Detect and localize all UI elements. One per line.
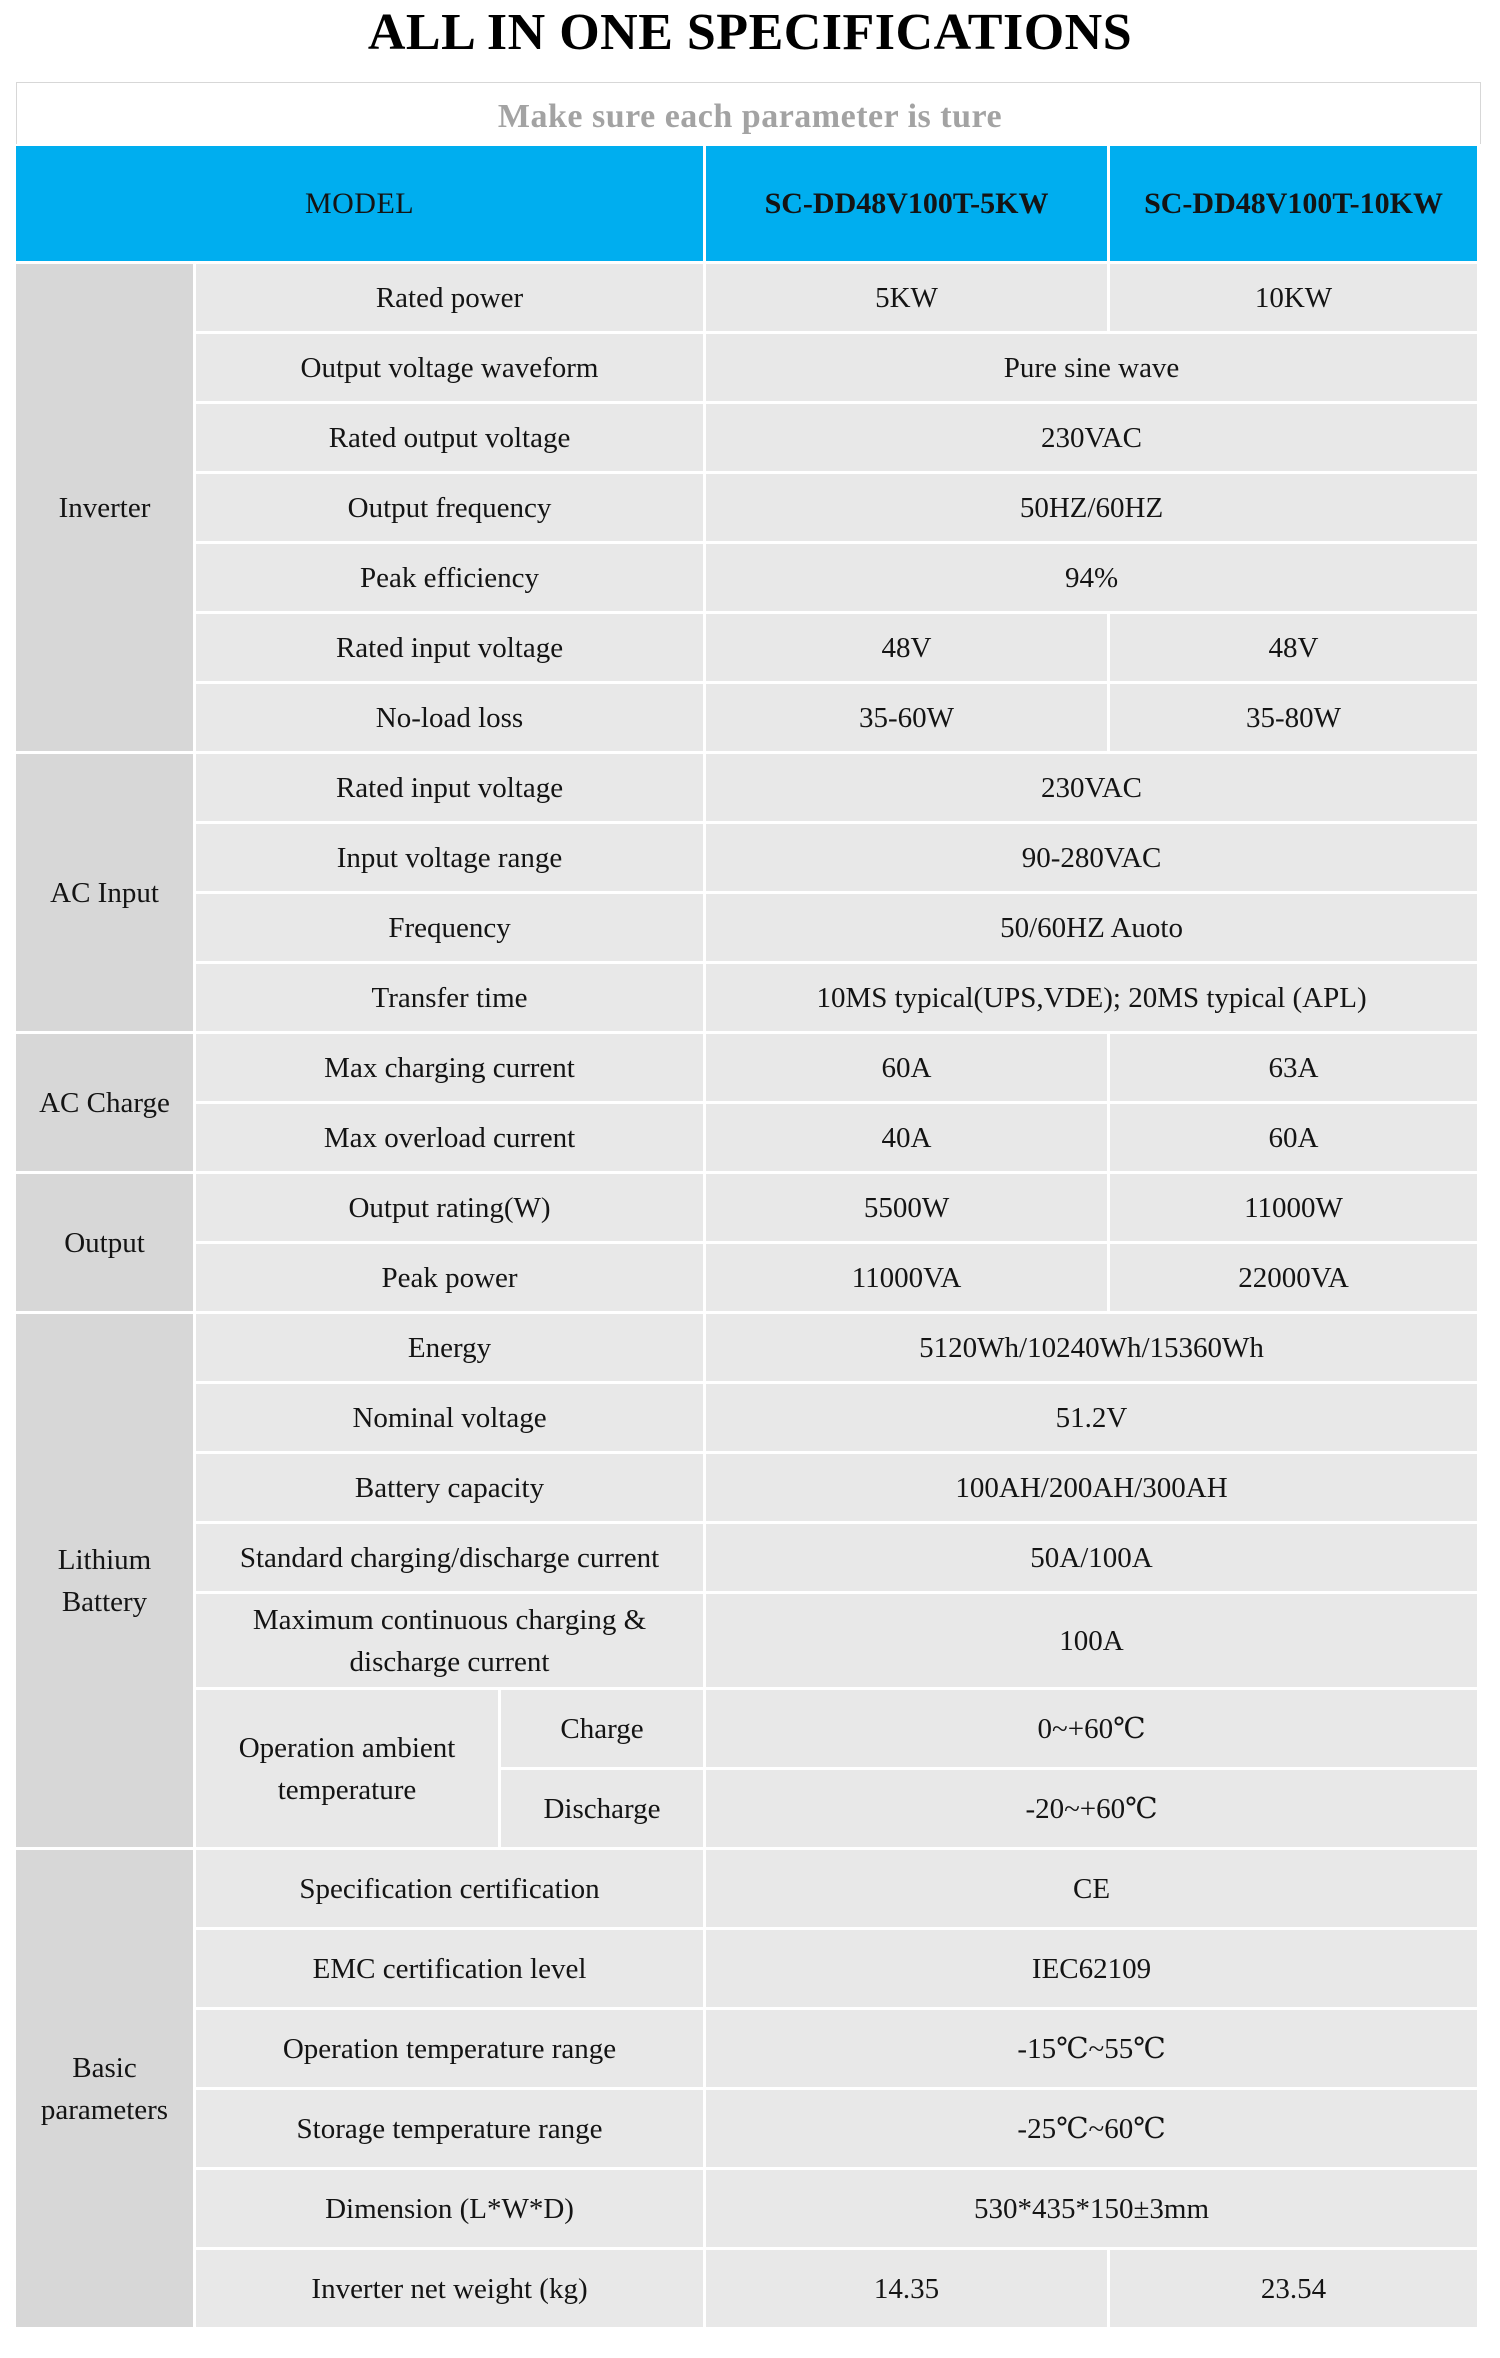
value-shared: Pure sine wave [706, 334, 1480, 404]
value-5kw: 14.35 [706, 2250, 1110, 2330]
param-label: Nominal voltage [196, 1384, 706, 1454]
param-label-line: discharge current [349, 1645, 550, 1678]
param-label: Peak power [196, 1244, 706, 1314]
value-5kw: 35-60W [706, 684, 1110, 754]
model-5kw-header: SC-DD48V100T-5KW [706, 146, 1110, 264]
value-10kw: 35-80W [1110, 684, 1480, 754]
table-row [16, 1524, 1480, 1594]
value-shared: CE [706, 1850, 1480, 1930]
table-row [16, 2170, 1480, 2250]
value-5kw: 48V [706, 614, 1110, 684]
table-row [16, 614, 1480, 684]
table-row [16, 1384, 1480, 1454]
value-shared: 230VAC [706, 754, 1480, 824]
param-label: Output voltage waveform [196, 334, 706, 404]
table-row [16, 964, 1480, 1034]
table-row [16, 2010, 1480, 2090]
value-5kw: 40A [706, 1104, 1110, 1174]
table-row [16, 1930, 1480, 2010]
value-shared: 100AH/200AH/300AH [706, 1454, 1480, 1524]
value-shared: 100A [706, 1594, 1480, 1690]
param-label: Operation temperature range [196, 2010, 706, 2090]
param-label-line: Maximum continuous charging & [252, 1603, 647, 1636]
sub-label-charge: Charge [501, 1690, 706, 1770]
table-row [16, 684, 1480, 754]
param-label: Battery capacity [196, 1454, 706, 1524]
value-shared: IEC62109 [706, 1930, 1480, 2010]
page-subtitle: Make sure each parameter is ture [497, 98, 1003, 135]
param-label: Input voltage range [196, 824, 706, 894]
category-label-line: Lithium [57, 1543, 152, 1576]
table-row [16, 1690, 1480, 1770]
param-label-line: temperature [277, 1773, 417, 1806]
value-shared: 50/60HZ Auoto [706, 894, 1480, 964]
table-row [16, 754, 1480, 824]
table-row [16, 1034, 1480, 1104]
param-label: Storage temperature range [196, 2090, 706, 2170]
value-shared: 530*435*150±3mm [706, 2170, 1480, 2250]
param-label: Rated output voltage [196, 404, 706, 474]
table-row [16, 544, 1480, 614]
table-row [16, 894, 1480, 964]
table-row [16, 1454, 1480, 1524]
value-10kw: 23.54 [1110, 2250, 1480, 2330]
param-label: Max charging current [196, 1034, 706, 1104]
param-label [196, 1594, 706, 1690]
value-shared: 0~+60℃ [706, 1690, 1480, 1770]
param-label: Inverter net weight (kg) [196, 2250, 706, 2330]
table-row [16, 2090, 1480, 2170]
value-shared: 90-280VAC [706, 824, 1480, 894]
param-label: Output rating(W) [196, 1174, 706, 1244]
value-shared: -15℃~55℃ [706, 2010, 1480, 2090]
value-shared: -20~+60℃ [706, 1770, 1480, 1850]
value-shared: 230VAC [706, 404, 1480, 474]
value-10kw: 63A [1110, 1034, 1480, 1104]
table-row [16, 1104, 1480, 1174]
value-shared: -25℃~60℃ [706, 2090, 1480, 2170]
param-label: Specification certification [196, 1850, 706, 1930]
category-ac-input: AC Input [16, 754, 196, 1034]
value-10kw: 10KW [1110, 264, 1480, 334]
param-label: Transfer time [196, 964, 706, 1034]
category-inverter: Inverter [16, 264, 196, 754]
category-label-line: parameters [40, 2093, 169, 2126]
category-lithium-battery [16, 1314, 196, 1850]
table-row [16, 1314, 1480, 1384]
table-row [16, 474, 1480, 544]
value-shared: 94% [706, 544, 1480, 614]
spec-table [16, 146, 1480, 2330]
page-title: ALL IN ONE SPECIFICATIONS [367, 4, 1133, 61]
table-row [16, 824, 1480, 894]
param-label: Rated input voltage [196, 754, 706, 824]
value-10kw: 22000VA [1110, 1244, 1480, 1314]
table-row [16, 2250, 1480, 2330]
value-5kw: 60A [706, 1034, 1110, 1104]
table-row [16, 1174, 1480, 1244]
sub-label-discharge: Discharge [501, 1770, 706, 1850]
category-label-line: Battery [61, 1585, 148, 1618]
param-label: Dimension (L*W*D) [196, 2170, 706, 2250]
model-10kw-header: SC-DD48V100T-10KW [1110, 146, 1480, 264]
param-label: Frequency [196, 894, 706, 964]
param-label: Standard charging/discharge current [196, 1524, 706, 1594]
table-row [16, 1244, 1480, 1314]
category-output: Output [16, 1174, 196, 1314]
param-label-ambient [196, 1690, 501, 1850]
category-ac-charge: AC Charge [16, 1034, 196, 1174]
value-shared: 5120Wh/10240Wh/15360Wh [706, 1314, 1480, 1384]
param-label: Output frequency [196, 474, 706, 544]
model-header: MODEL [16, 146, 706, 264]
frame-top-border [16, 82, 1480, 83]
param-label: Rated input voltage [196, 614, 706, 684]
value-shared: 10MS typical(UPS,VDE); 20MS typical (APL) [706, 964, 1480, 1034]
param-label: Energy [196, 1314, 706, 1384]
value-5kw: 11000VA [706, 1244, 1110, 1314]
param-label: Max overload current [196, 1104, 706, 1174]
category-label-line: Basic [72, 2051, 137, 2084]
param-label: Peak efficiency [196, 544, 706, 614]
value-10kw: 48V [1110, 614, 1480, 684]
value-5kw: 5KW [706, 264, 1110, 334]
table-row [16, 404, 1480, 474]
param-label: Rated power [196, 264, 706, 334]
param-label: EMC certification level [196, 1930, 706, 2010]
value-10kw: 11000W [1110, 1174, 1480, 1244]
table-row [16, 1850, 1480, 1930]
table-row [16, 334, 1480, 404]
table-row [16, 264, 1480, 334]
table-row [16, 1594, 1480, 1690]
category-basic-parameters [16, 1850, 196, 2330]
param-label-line: Operation ambient [238, 1731, 456, 1764]
value-shared: 50A/100A [706, 1524, 1480, 1594]
value-shared: 51.2V [706, 1384, 1480, 1454]
value-10kw: 60A [1110, 1104, 1480, 1174]
value-5kw: 5500W [706, 1174, 1110, 1244]
value-shared: 50HZ/60HZ [706, 474, 1480, 544]
header-row [16, 146, 1480, 264]
param-label: No-load loss [196, 684, 706, 754]
